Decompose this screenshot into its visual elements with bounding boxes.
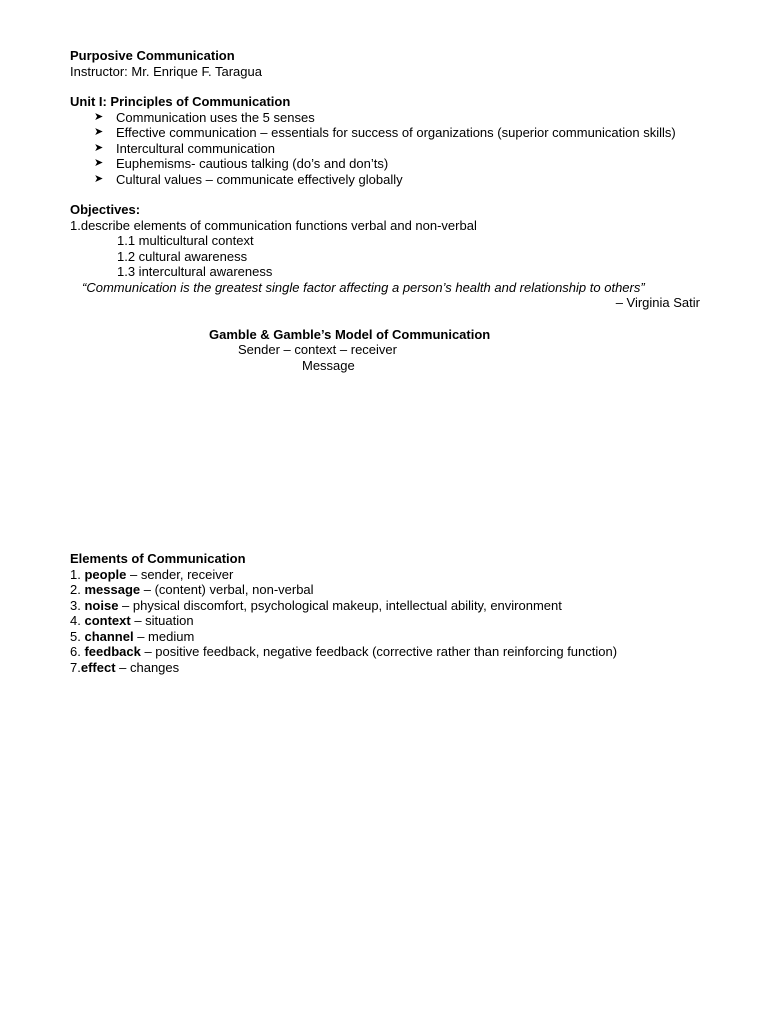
arrow-bullet-icon: ➤ xyxy=(94,157,104,169)
arrow-bullet-icon: ➤ xyxy=(94,110,104,123)
elements-title: Elements of Communication xyxy=(70,551,246,566)
list-item xyxy=(70,613,700,629)
list-item xyxy=(70,582,700,598)
model-title: Gamble & Gamble’s Model of Communication xyxy=(209,326,491,342)
bullet-text: Communication uses the 5 senses xyxy=(116,109,315,125)
element-number: 7. xyxy=(70,659,81,675)
arrow-bullet-icon: ➤ xyxy=(94,172,104,185)
element-term: feedback xyxy=(84,644,141,659)
objective-sub: 1.1 multicultural context xyxy=(117,233,254,248)
spacer xyxy=(70,79,700,94)
unit-bullet-list xyxy=(70,110,700,188)
objective-sub: 1.3 intercultural awareness xyxy=(117,264,273,279)
objective-sub: 1.2 cultural awareness xyxy=(117,248,248,264)
list-item xyxy=(70,644,700,660)
element-number: 6. xyxy=(70,644,85,659)
document-page xyxy=(70,48,700,675)
list-item xyxy=(70,141,700,157)
list-item xyxy=(70,660,700,676)
bullet-text: Cultural values – communicate effectively globally xyxy=(116,171,403,187)
list-item xyxy=(70,629,700,645)
element-term: context xyxy=(84,613,131,628)
element-number: 2. xyxy=(70,582,85,597)
element-term: noise xyxy=(84,597,119,613)
element-term: channel xyxy=(84,628,134,644)
spacer xyxy=(70,187,700,202)
course-title: Purposive Communication xyxy=(70,48,235,63)
elements-section xyxy=(70,551,700,675)
list-item xyxy=(70,598,700,614)
list-item xyxy=(70,125,700,141)
instructor-line: Instructor: Mr. Enrique F. Taragua xyxy=(70,63,262,79)
element-number: 1. xyxy=(70,566,85,582)
element-desc: – medium xyxy=(133,628,195,644)
element-number: 3. xyxy=(70,597,85,613)
list-item xyxy=(70,156,700,172)
element-term: people xyxy=(84,566,127,582)
element-number: 5. xyxy=(70,628,85,644)
list-item xyxy=(70,567,700,583)
model-message-line: Message xyxy=(302,357,355,373)
quote-author: – Virginia Satir xyxy=(615,295,700,310)
unit-title: Unit I: Principles of Communication xyxy=(70,94,291,109)
element-desc: – changes xyxy=(115,659,180,675)
element-desc: – situation xyxy=(130,613,194,628)
objective-main: 1.describe elements of communication functions verbal and non-verbal xyxy=(70,217,477,233)
arrow-bullet-icon: ➤ xyxy=(94,141,104,154)
element-desc: – positive feedback, negative feedback (corrective rather than reinforcing function) xyxy=(140,644,618,659)
objectives-title: Objectives: xyxy=(70,202,141,217)
element-desc: – physical discomfort, psychological makeup, intellectual ability, environment xyxy=(118,597,562,613)
element-term: message xyxy=(84,582,141,597)
element-desc: – sender, receiver xyxy=(126,566,234,582)
bullet-text: Euphemisms- cautious talking (do’s and don’ts) xyxy=(116,156,389,171)
bullet-text: Intercultural communication xyxy=(116,140,275,156)
element-number: 4. xyxy=(70,613,85,628)
arrow-bullet-icon: ➤ xyxy=(94,126,104,138)
model-flow-line: Sender – context – receiver xyxy=(238,342,397,357)
bullet-text: Effective communication – essentials for success of organizations (superior communication skills) xyxy=(116,125,676,140)
list-item xyxy=(70,110,700,126)
element-term: effect xyxy=(80,659,116,675)
quote-text: “Communication is the greatest single factor affecting a person’s health and relationship to others” xyxy=(82,279,645,295)
list-item xyxy=(70,172,700,188)
element-desc: – (content) verbal, non-verbal xyxy=(140,582,314,597)
